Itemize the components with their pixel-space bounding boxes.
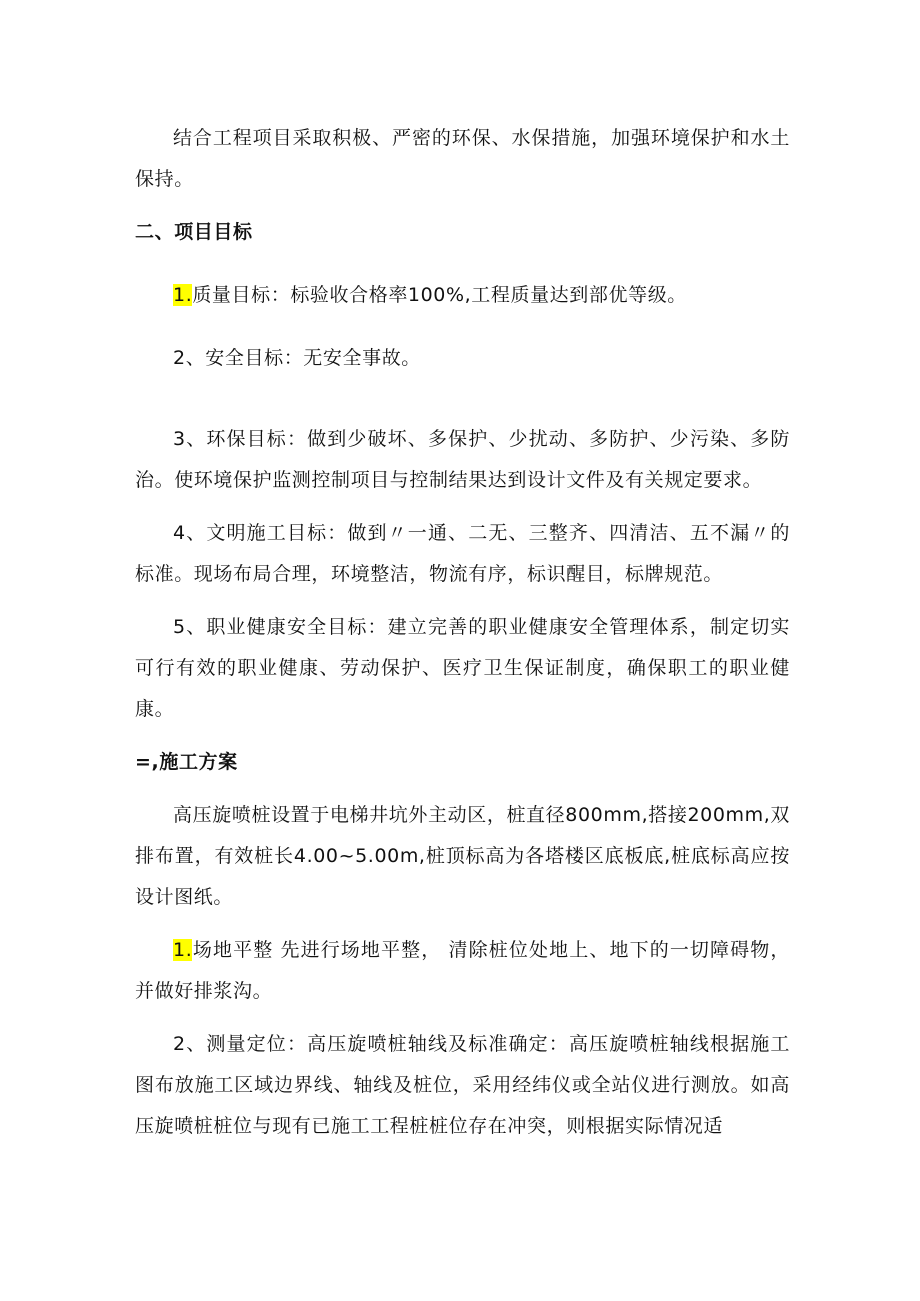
goal-quality [135,275,790,316]
goal-occupational-health: 5、职业健康安全目标：建立完善的职业健康安全管理体系，制定切实可行有效的职业健康、劳动保护、医疗卫生保证制度，确保职工的职业健康。 [135,616,790,720]
plan-intro-paragraph: 高压旋喷桩设置于电梯井坑外主动区，桩直径800mm,搭接200mm,双排布置，有效桩长4.00~5.00m,桩顶标高为各塔楼区底板底,桩底标高应按设计图纸。 [135,804,790,908]
highlighted-number: 1. [173,284,193,306]
document-page [135,118,790,1147]
step-site-leveling-text: 场地平整 先进行场地平整， 清除桩位处地上、地下的一切障碍物，并做好排浆沟。 [135,939,790,1002]
step-site-leveling [135,930,790,1012]
intro-paragraph: 结合工程项目采取积极、严密的环保、水保措施，加强环境保护和水土保持。 [135,127,790,190]
section-heading-plan: =,施工方案 [135,751,238,773]
section-heading-goals: 二、项目目标 [135,221,253,243]
goal-quality-text: 质量目标：标验收合格率100%,工程质量达到部优等级。 [192,284,687,306]
goal-environment: 3、环保目标：做到少破坏、多保护、少扰动、多防护、少污染、多防治。使环境保护监测控制项目与控制结果达到设计文件及有关规定要求。 [135,428,790,491]
goal-civilized-construction: 4、文明施工目标：做到〃一通、二无、三整齐、四清洁、五不漏〃的标准。现场布局合理，环境整洁，物流有序，标识醒目，标牌规范。 [135,522,790,585]
step-survey-positioning: 2、测量定位：高压旋喷桩轴线及标准确定：高压旋喷桩轴线根据施工图布放施工区域边界线、轴线及桩位，采用经纬仪或全站仪进行测放。如高压旋喷桩桩位与现有已施工工程桩桩位存在冲突，则根据实际情况适 [135,1033,790,1137]
highlighted-number: 1. [173,939,193,961]
goal-safety: 2、安全目标：无安全事故。 [173,347,421,369]
